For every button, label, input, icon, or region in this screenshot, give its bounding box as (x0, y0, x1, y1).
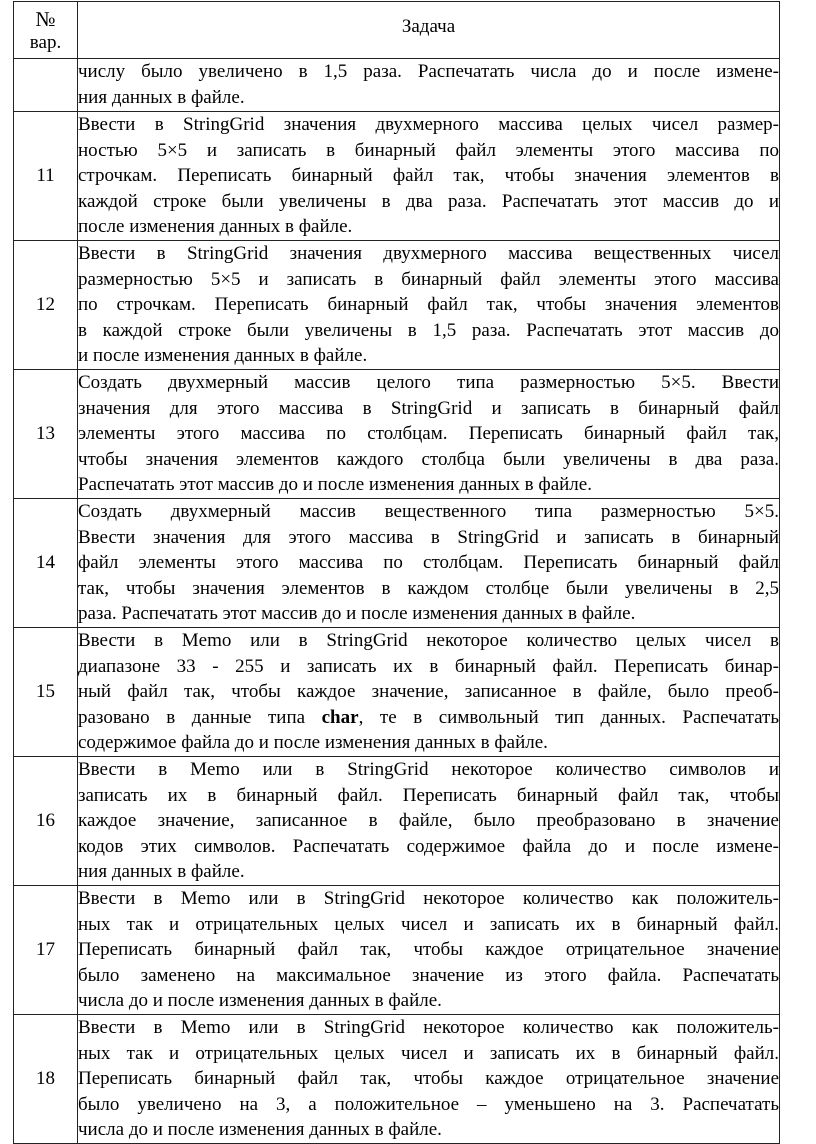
text-line: Ввести в Memo или в StringGrid некоторое количество целых чисел в (78, 630, 779, 652)
task-text (78, 370, 780, 499)
variant-label: вар. (29, 32, 62, 53)
text-line: числа до и после изменения данных в файле. (78, 990, 442, 1012)
text-line: содержимое файла до и после изменения данных в файле. (78, 732, 548, 754)
text-line: Распечатать этот массив до и после изменения данных в файле. (78, 474, 592, 496)
text-line: Создать двухмерный массив вещественного типа размерностью 5×5. (78, 501, 779, 523)
text-fragment: , те в символьный тип данных. Распечатать (358, 706, 779, 728)
text-line: числа до и после изменения данных в файле. (78, 1119, 442, 1141)
task-text (78, 757, 780, 886)
variant-number: 12 (14, 241, 78, 370)
text-line: ный файл так, чтобы каждое значение, записанное в файле, было преоб- (78, 681, 779, 703)
task-header: Задача (78, 2, 780, 59)
variant-number-header (14, 2, 78, 59)
text-line: файл элементы этого массива по столбцам. Переписать бинарный файл (78, 552, 779, 574)
text-line: Переписать бинарный файл так, чтобы каждое отрицательное значение (78, 1068, 779, 1090)
text-line: каждой строке были увеличены в два раза. Распечатать этот массив до и (78, 190, 779, 212)
variant-number: 14 (14, 499, 78, 628)
text-line: и после изменения данных в файле. (78, 345, 368, 367)
text-line: ния данных в файле. (78, 861, 245, 883)
text-line: Ввести в StringGrid значения двухмерного массива целых чисел размер- (78, 114, 779, 136)
text-line: значения для этого массива в StringGrid и записать в бинарный файл (78, 397, 779, 419)
text-line: Ввести в Memo или в StringGrid некоторое количество символов и (78, 759, 779, 781)
tasks-table (13, 1, 780, 1144)
text-line: записать их в бинарный файл. Переписать бинарный файл так, чтобы (78, 784, 779, 806)
variant-number: 11 (14, 112, 78, 241)
text-line: размерностью 5×5 и записать в бинарный файл элементы этого массива (78, 268, 779, 290)
variant-number: 17 (14, 886, 78, 1015)
number-sign: № (35, 7, 56, 31)
text-line: ных так и отрицательных целых чисел и записать их в бинарный файл. (78, 913, 779, 935)
variant-number: 15 (14, 628, 78, 757)
text-line: после изменения данных в файле. (78, 216, 353, 238)
text-line: в каждой строке были увеличены в 1,5 раза. Распечатать этот массив до (78, 319, 779, 341)
table-row (14, 757, 780, 886)
table-row-continuation (14, 59, 780, 112)
text-line: по строчкам. Переписать бинарный файл так, чтобы значения элементов (78, 294, 779, 316)
table-row (14, 1015, 780, 1144)
text-line: раза. Распечатать этот массив до и после изменения данных в файле. (78, 603, 636, 625)
text-line: было заменено на максимальное значение из этого файла. Распечатать (78, 964, 779, 986)
table-row (14, 628, 780, 757)
text-line: Создать двухмерный массив целого типа размерностью 5×5. Ввести (78, 372, 779, 394)
task-text (78, 499, 780, 628)
bold-type-name: char (321, 706, 359, 728)
variant-number: 16 (14, 757, 78, 886)
text-line-with-bold (78, 705, 779, 731)
task-text (78, 241, 780, 370)
text-line: Переписать бинарный файл так, чтобы каждое отрицательное значение (78, 939, 779, 961)
text-line: кодов этих символов. Распечатать содержимое файла до и после измене- (78, 835, 779, 857)
text-line: ностью 5×5 и записать в бинарный файл элементы этого массива по (78, 139, 779, 161)
task-text (78, 59, 780, 112)
table-row (14, 241, 780, 370)
text-line: диапазоне 33 - 255 и записать их в бинарный файл. Переписать бинар- (78, 655, 779, 677)
table-row (14, 370, 780, 499)
variant-number: 18 (14, 1015, 78, 1144)
table-row (14, 886, 780, 1015)
table-row (14, 112, 780, 241)
variant-number-empty (14, 59, 78, 112)
text-line: строчкам. Переписать бинарный файл так, чтобы значения элементов в (78, 165, 779, 187)
task-text (78, 1015, 780, 1144)
text-line: ных так и отрицательных целых чисел и записать их в бинарный файл. (78, 1042, 779, 1064)
task-text (78, 886, 780, 1015)
text-line: так, чтобы значения элементов в каждом столбце были увеличены в 2,5 (78, 577, 779, 599)
text-line: элементы этого массива по столбцам. Переписать бинарный файл так, (78, 423, 779, 445)
text-line: Ввести в StringGrid значения двухмерного массива вещественных чисел (78, 243, 779, 265)
task-text (78, 112, 780, 241)
text-line: числу было увеличено в 1,5 раза. Распечатать числа до и после измене- (78, 61, 779, 83)
text-line: было увеличено на 3, а положительное – уменьшено на 3. Распечатать (78, 1093, 779, 1115)
text-line: Ввести значения для этого массива в StringGrid и записать в бинарный (78, 526, 779, 548)
table-row (14, 499, 780, 628)
variant-number: 13 (14, 370, 78, 499)
text-fragment: разовано в данные типа (78, 706, 322, 728)
text-line: Ввести в Memo или в StringGrid некоторое количество как положитель- (78, 1017, 779, 1039)
text-line: чтобы значения элементов каждого столбца были увеличены в два раза. (78, 448, 779, 470)
task-text (78, 628, 780, 757)
text-line: каждое значение, записанное в файле, было преобразовано в значение (78, 810, 779, 832)
table-header-row (14, 2, 780, 59)
text-line: Ввести в Memo или в StringGrid некоторое количество как положитель- (78, 888, 779, 910)
text-line: ния данных в файле. (78, 87, 245, 108)
